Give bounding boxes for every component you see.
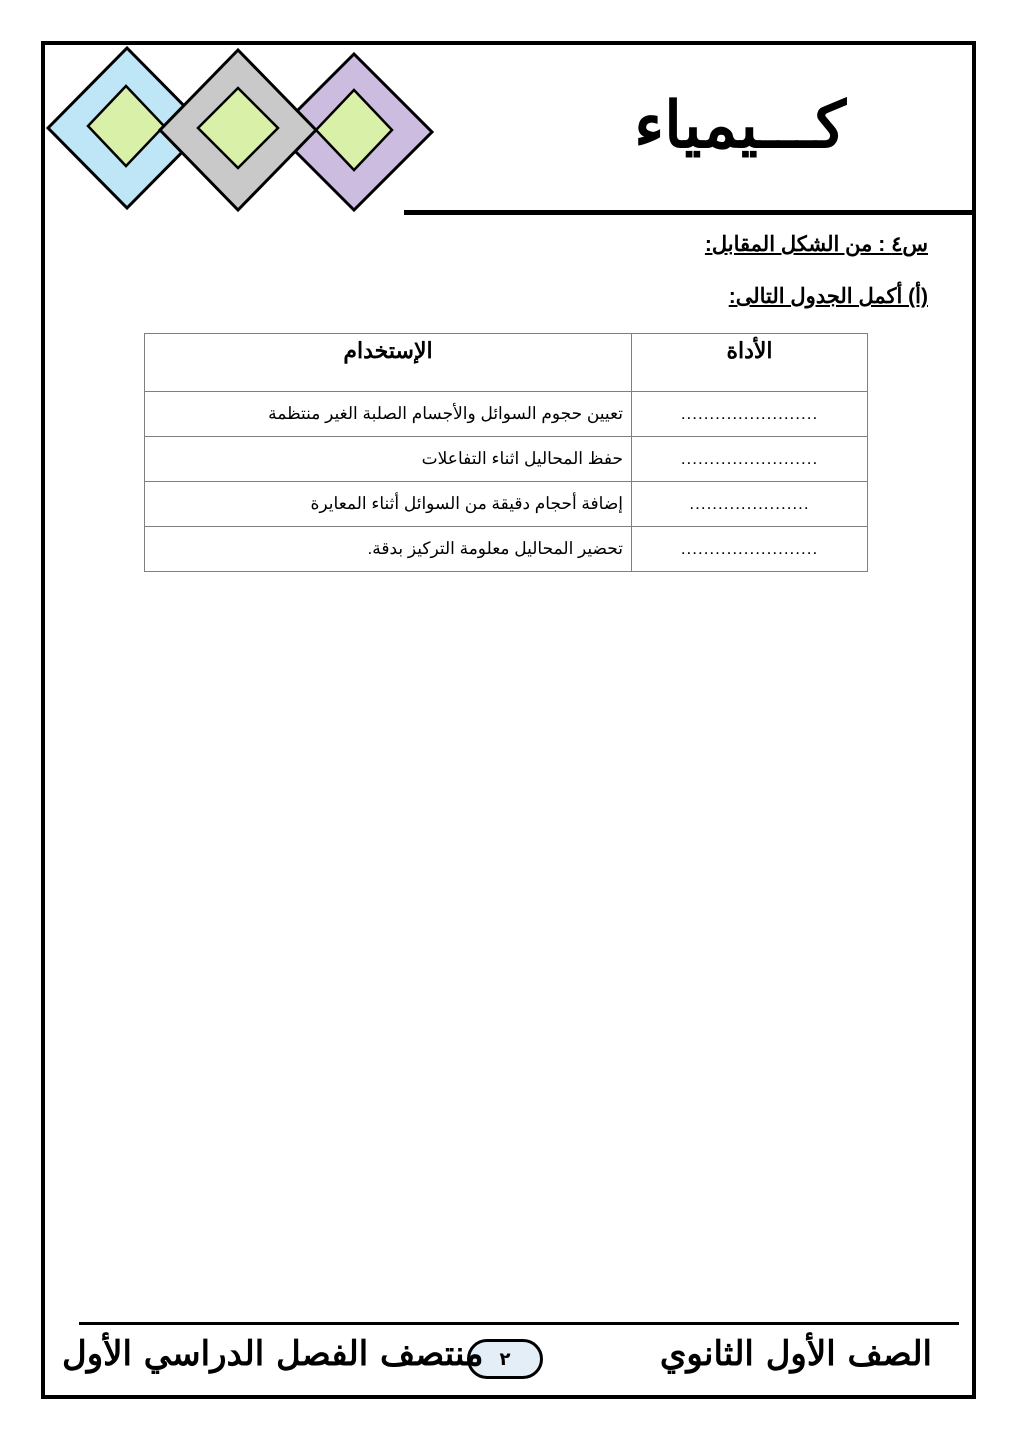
footer-grade: الصف الأول الثانوي [659, 1334, 932, 1374]
tool-blank: ..................... [632, 482, 868, 527]
table-row [145, 527, 868, 572]
question-instruction: (أ) أكمل الجدول التالى: [728, 285, 928, 308]
tool-blank: ........................ [632, 437, 868, 482]
table-row [145, 437, 868, 482]
tool-blank: ........................ [632, 392, 868, 437]
table-row [145, 482, 868, 527]
column-header-use: الإستخدام [145, 334, 632, 392]
table-row [145, 392, 868, 437]
tool-use: إضافة أحجام دقيقة من السوائل أثناء المعايرة [145, 482, 632, 527]
table-header-row [145, 334, 868, 392]
column-header-tool: الأداة [632, 334, 868, 392]
tool-use: حفظ المحاليل اثناء التفاعلات [145, 437, 632, 482]
question-heading: س٤ : من الشكل المقابل: [704, 233, 928, 256]
header-rule [404, 210, 976, 215]
page-number: ٢ [499, 1348, 511, 1370]
footer-term: منتصف الفصل الدراسي الأول [62, 1334, 484, 1374]
tool-blank: ........................ [632, 527, 868, 572]
tool-use: تحضير المحاليل معلومة التركيز بدقة. [145, 527, 632, 572]
tool-use: تعيين حجوم السوائل والأجسام الصلبة الغير منتظمة [145, 392, 632, 437]
diamond-logo-icon [40, 42, 440, 222]
subject-title: كـــيمياء [634, 88, 846, 163]
tools-table [144, 333, 868, 572]
footer-rule [79, 1322, 959, 1325]
